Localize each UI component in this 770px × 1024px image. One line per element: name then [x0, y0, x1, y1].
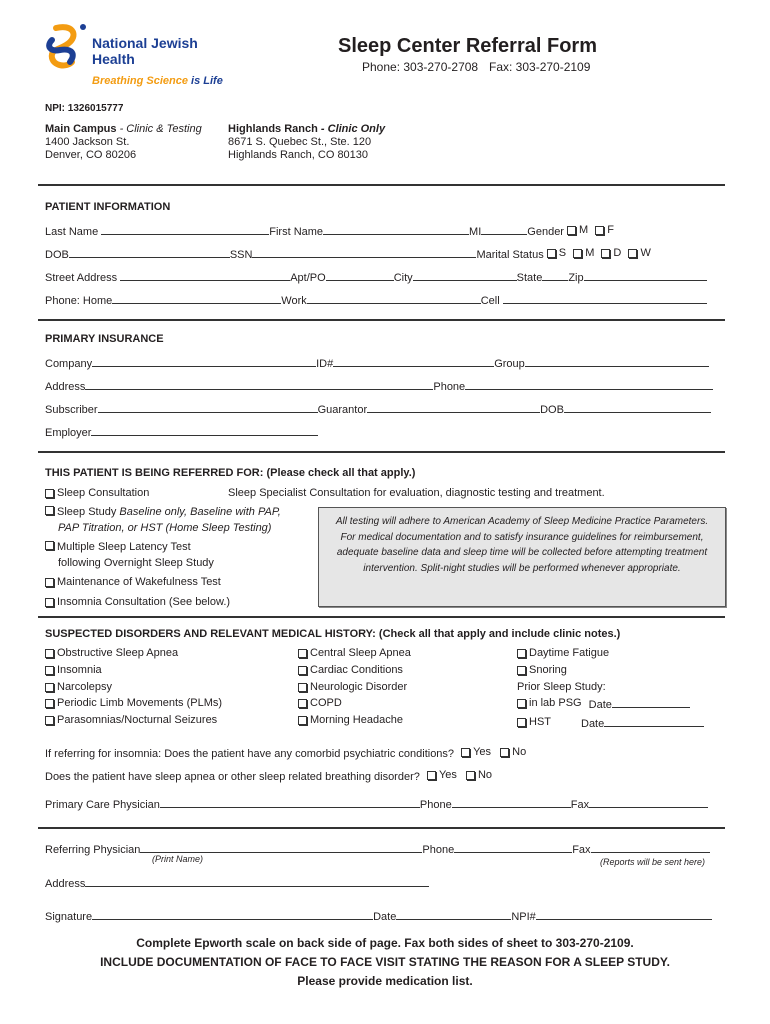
- guarantor-field[interactable]: [367, 402, 540, 413]
- footer-epworth: Complete Epworth scale on back side of page. Fax both sides of sheet to 303-270-2109.: [136, 936, 634, 950]
- disorder-cardiac-checkbox[interactable]: Cardiac Conditions: [298, 664, 403, 677]
- pcp-field[interactable]: [160, 797, 420, 808]
- referring-physician-field[interactable]: [140, 842, 422, 853]
- location-main-campus: Main Campus - Clinic & Testing 1400 Jackson St. Denver, CO 80206: [45, 123, 202, 161]
- footer-medication: Please provide medication list.: [297, 974, 473, 988]
- insurance-row-company: Company ID# Group: [45, 356, 709, 371]
- disorder-copd-checkbox[interactable]: COPD: [298, 697, 342, 710]
- divider: [38, 616, 725, 618]
- logo: [42, 22, 232, 92]
- referring-fax-field[interactable]: [591, 842, 710, 853]
- patient-info-heading: PATIENT INFORMATION: [45, 201, 171, 213]
- zip-field[interactable]: [584, 270, 707, 281]
- city-field[interactable]: [413, 270, 517, 281]
- disorder-neuro-checkbox[interactable]: Neurologic Disorder: [298, 681, 407, 694]
- first-name-field[interactable]: [323, 224, 469, 235]
- tagline: Breathing Science is Life: [92, 75, 223, 87]
- marital-s-checkbox[interactable]: S: [547, 247, 566, 260]
- referring-row: Referring Physician Phone Fax: [45, 842, 710, 857]
- disorder-headache-checkbox[interactable]: Morning Headache: [298, 714, 403, 727]
- sleep-consult-checkbox[interactable]: Sleep Consultation: [45, 487, 149, 500]
- hst-row: HST Date: [517, 716, 704, 731]
- insurance-row-address: Address Phone: [45, 379, 713, 394]
- comorbid-yes-checkbox[interactable]: Yes: [461, 746, 491, 759]
- subscriber-dob-field[interactable]: [564, 402, 711, 413]
- marital-m-checkbox[interactable]: M: [569, 247, 594, 260]
- disorder-parasomnia-checkbox[interactable]: Parasomnias/Nocturnal Seizures: [45, 714, 217, 727]
- mslt-checkbox[interactable]: Multiple Sleep Latency Test following Overnight Sleep Study: [45, 541, 214, 570]
- apnea-yes-checkbox[interactable]: Yes: [427, 769, 457, 782]
- npi-number: NPI: 1326015777: [45, 103, 124, 114]
- insomnia-consult-checkbox[interactable]: Insomnia Consultation (See below.): [45, 596, 230, 609]
- patient-row-name: Last Name First Name MI Gender M F: [45, 224, 615, 238]
- home-phone-field[interactable]: [112, 293, 281, 304]
- street-field[interactable]: [120, 270, 290, 281]
- org-name-line2: Health: [92, 51, 135, 67]
- insurance-address-field[interactable]: [85, 379, 433, 390]
- snoring-checkbox[interactable]: Snoring: [517, 664, 567, 677]
- mi-field[interactable]: [481, 224, 527, 235]
- org-name-line1: National Jewish: [92, 35, 198, 51]
- disorder-osa-checkbox[interactable]: Obstructive Sleep Apnea: [45, 647, 178, 660]
- mwt-checkbox[interactable]: Maintenance of Wakefulness Test: [45, 576, 221, 589]
- apnea-no-checkbox[interactable]: No: [466, 769, 492, 782]
- dob-field[interactable]: [69, 247, 230, 258]
- employer-field[interactable]: [91, 425, 318, 436]
- reports-note: (Reports will be sent here): [600, 857, 706, 867]
- disorder-narcolepsy-checkbox[interactable]: Narcolepsy: [45, 681, 112, 694]
- disorder-insomnia-checkbox[interactable]: Insomnia: [45, 664, 102, 677]
- disorders-heading: SUSPECTED DISORDERS AND RELEVANT MEDICAL HISTORY: (Check all that apply and include clinic notes.): [45, 628, 621, 640]
- footer-documentation: INCLUDE DOCUMENTATION OF FACE TO FACE VISIT STATING THE REASON FOR A SLEEP STUDY.: [100, 955, 670, 969]
- subscriber-field[interactable]: [98, 402, 318, 413]
- apt-field[interactable]: [326, 270, 394, 281]
- question-insomnia-comorbid: If referring for insomnia: Does the patient have any comorbid psychiatric conditions? Yes No: [45, 746, 527, 760]
- insurance-row-employer: Employer: [45, 425, 318, 440]
- psg-date-field[interactable]: [612, 697, 690, 708]
- work-phone-field[interactable]: [307, 293, 481, 304]
- form-title: Sleep Center Referral Form: [338, 35, 597, 57]
- testing-note-box: All testing will adhere to American Academy of Sleep Medicine Practice Parameters. For medical documentation and to satisfy insurance guidelines for reimbursement, adequate baseline data and sleep time will be collected before attempting treatment intervention. Split-night studies will be performed whenever appropriate.: [318, 507, 726, 607]
- divider: [38, 827, 725, 829]
- disorder-csa-checkbox[interactable]: Central Sleep Apnea: [298, 647, 411, 660]
- hst-date-field[interactable]: [604, 716, 704, 727]
- prior-study-label: Prior Sleep Study:: [517, 681, 606, 693]
- insurance-heading: PRIMARY INSURANCE: [45, 333, 164, 345]
- divider: [38, 451, 725, 453]
- hst-checkbox[interactable]: HST: [517, 716, 551, 729]
- comorbid-no-checkbox[interactable]: No: [500, 746, 526, 759]
- question-sleep-apnea: Does the patient have sleep apnea or other sleep related breathing disorder? Yes No: [45, 769, 493, 783]
- referring-npi-field[interactable]: [536, 909, 712, 920]
- disorder-plm-checkbox[interactable]: Periodic Limb Movements (PLMs): [45, 697, 222, 710]
- id-field[interactable]: [333, 356, 494, 367]
- company-field[interactable]: [92, 356, 316, 367]
- ssn-field[interactable]: [252, 247, 476, 258]
- insurance-row-subscriber: Subscriber Guarantor DOB: [45, 402, 711, 417]
- referring-address-field[interactable]: [85, 876, 429, 887]
- pcp-phone-field[interactable]: [452, 797, 571, 808]
- last-name-field[interactable]: [101, 224, 269, 235]
- divider: [38, 319, 725, 321]
- sleep-study-checkbox[interactable]: Sleep Study Baseline only, Baseline with PAP, PAP Titration, or HST (Home Sleep Testing): [45, 506, 281, 535]
- daytime-fatigue-checkbox[interactable]: Daytime Fatigue: [517, 647, 609, 660]
- marital-w-checkbox[interactable]: W: [624, 247, 650, 260]
- in-lab-psg-row: in lab PSG Date: [517, 697, 690, 712]
- sleep-consult-desc: Sleep Specialist Consultation for evaluation, diagnostic testing and treatment.: [228, 487, 605, 499]
- divider: [38, 184, 725, 186]
- cell-phone-field[interactable]: [503, 293, 707, 304]
- in-lab-psg-checkbox[interactable]: in lab PSG: [517, 697, 582, 710]
- signature-field[interactable]: [92, 909, 373, 920]
- group-field[interactable]: [525, 356, 709, 367]
- marital-d-checkbox[interactable]: D: [597, 247, 621, 260]
- patient-row-phone: Phone: Home Work Cell: [45, 293, 707, 308]
- referring-address-row: Address: [45, 876, 429, 891]
- signature-date-field[interactable]: [396, 909, 511, 920]
- signature-row: Signature Date NPI#: [45, 909, 712, 924]
- header-fax: Fax: 303-270-2109: [489, 60, 591, 74]
- pcp-row: Primary Care Physician Phone Fax: [45, 797, 708, 812]
- header-phone: Phone: 303-270-2708: [362, 60, 479, 74]
- pcp-fax-field[interactable]: [589, 797, 708, 808]
- gender-m-checkbox[interactable]: M: [567, 224, 588, 237]
- patient-row-dob: DOB SSN Marital Status S M D W: [45, 247, 651, 261]
- referring-phone-field[interactable]: [454, 842, 572, 853]
- patient-row-address: Street Address Apt/PO City State Zip: [45, 270, 707, 285]
- logo-mark-icon: [42, 22, 88, 72]
- referral-heading: THIS PATIENT IS BEING REFERRED FOR: (Please check all that apply.): [45, 467, 416, 479]
- gender-f-checkbox[interactable]: F: [591, 224, 614, 237]
- print-name-hint: (Print Name): [152, 854, 204, 864]
- insurance-phone-field[interactable]: [465, 379, 713, 390]
- state-field[interactable]: [542, 270, 568, 281]
- location-highlands-ranch: Highlands Ranch - Clinic Only 8671 S. Quebec St., Ste. 120 Highlands Ranch, CO 80130: [228, 123, 386, 161]
